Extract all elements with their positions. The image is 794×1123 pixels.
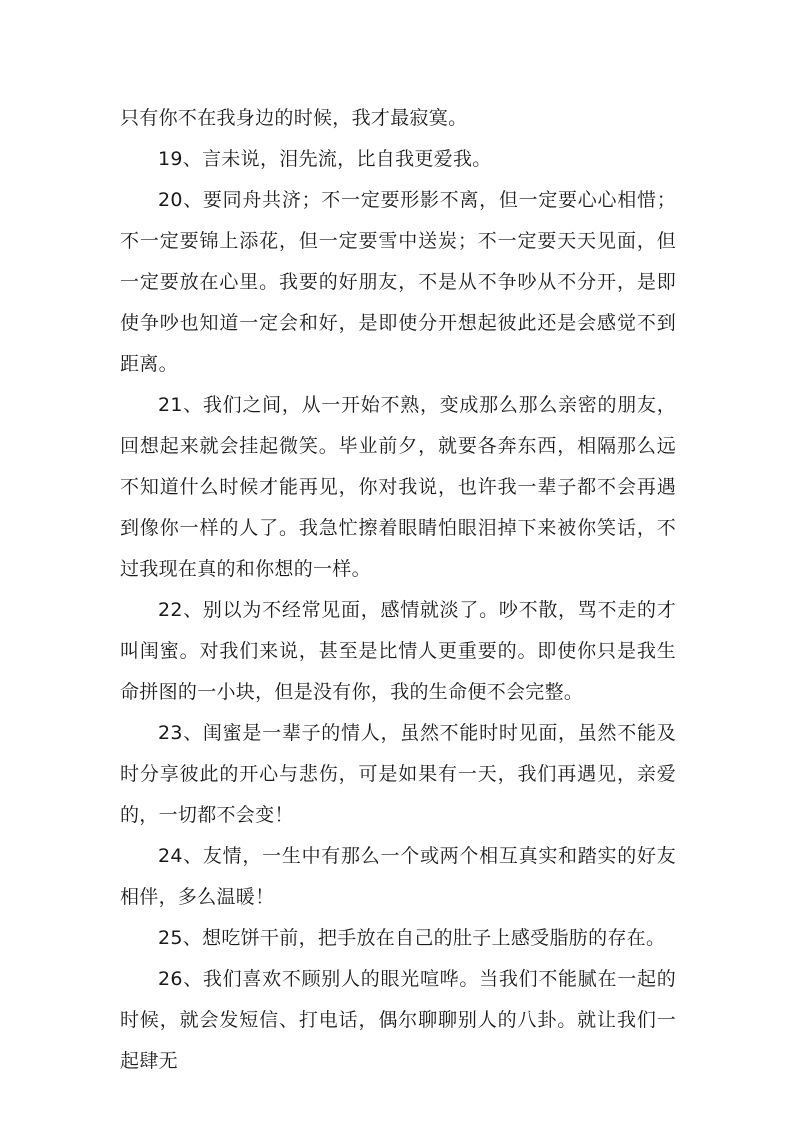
paragraph-22: 22、别以为不经常见面，感情就淡了。吵不散，骂不走的才叫闺蜜。对我们来说，甚至是比情人更重要的。即使你只是我生命拼图的一小块，但是没有你，我的生命便不会完整。 xyxy=(120,599,676,703)
paragraph-19: 19、言未说，泪先流，比自我更爱我。 xyxy=(158,148,492,170)
paragraph-23: 23、闺蜜是一辈子的情人，虽然不能时时见面，虽然不能及时分享彼此的开心与悲伤，可是如果有一天，我们再遇见，亲爱的，一切都不会变！ xyxy=(120,722,676,826)
paragraph-26: 26、我们喜欢不顾别人的眼光喧哗。当我们不能腻在一起的时候，就会发短信、打电话，偶尔聊聊别人的八卦。就让我们一起肆无 xyxy=(120,968,676,1072)
paragraph-24: 24、友情，一生中有那么一个或两个相互真实和踏实的好友相伴，多么温暖！ xyxy=(120,845,676,908)
document-page xyxy=(120,98,676,1082)
paragraph-continuation: 只有你不在我身边的时候，我才最寂寞。 xyxy=(120,107,468,129)
paragraph-25: 25、想吃饼干前，把手放在自己的肚子上感受脂肪的存在。 xyxy=(158,927,666,949)
paragraph-21: 21、我们之间，从一开始不熟，变成那么那么亲密的朋友，回想起来就会挂起微笑。毕业前夕，就要各奔东西，相隔那么远不知道什么时候才能再见，你对我说，也许我一辈子都不会再遇到像你一样的人了。我急忙擦着眼睛怕眼泪掉下来被你笑话，不过我现在真的和你想的一样。 xyxy=(120,394,676,580)
paragraph-20: 20、要同舟共济；不一定要形影不离，但一定要心心相惜；不一定要锦上添花，但一定要雪中送炭；不一定要天天见面，但一定要放在心里。我要的好朋友，不是从不争吵从不分开，是即使争吵也知道一定会和好，是即使分开想起彼此还是会感觉不到距离。 xyxy=(120,189,676,375)
